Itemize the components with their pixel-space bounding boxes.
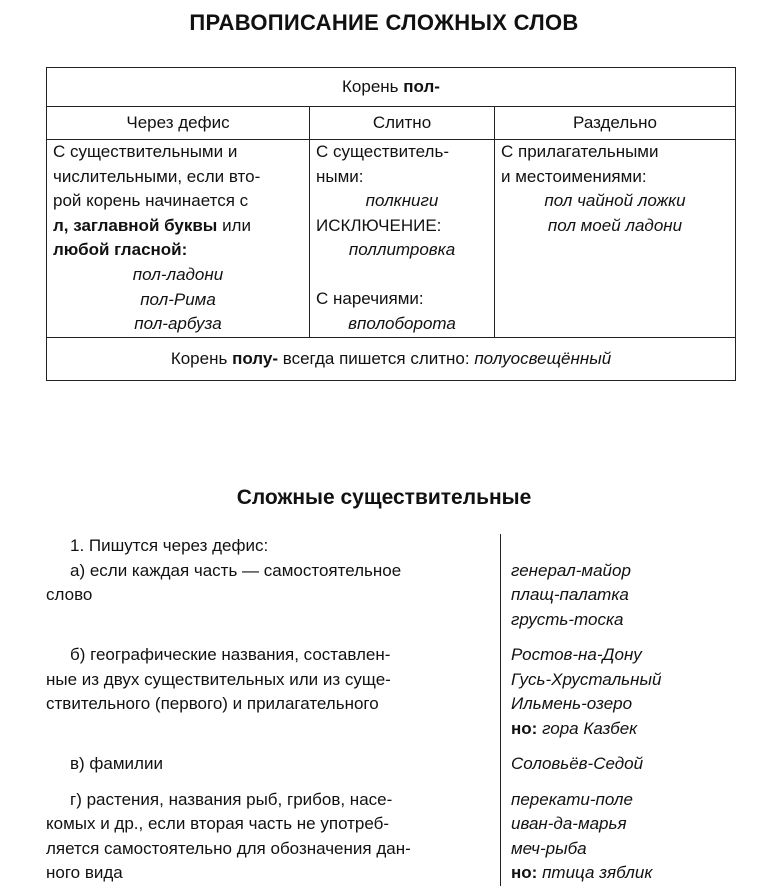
rule-line: г) растения, названия рыб, грибов, насе-: [70, 789, 393, 809]
column-header-separate: Раздельно: [495, 107, 736, 140]
rules-list: [46, 534, 736, 886]
example: птица зяблик: [542, 863, 653, 882]
note-label: но:: [511, 718, 538, 738]
note: [511, 717, 731, 742]
rule-intro: 1. Пишутся через дефис:: [70, 536, 269, 555]
rule-text: [46, 643, 500, 741]
cell-hyphen-rule: [53, 214, 303, 239]
cell-hyphen-line: рой корень начинается с: [53, 191, 249, 211]
example: Соловьёв-Седой: [511, 754, 644, 773]
cell-hyphen: [47, 140, 310, 338]
rule-row: [46, 752, 736, 777]
rule-bold: л, заглавной буквы: [53, 215, 218, 235]
table-header: [47, 68, 736, 107]
footer-example: полуосвещённый: [474, 348, 612, 368]
example: грусть-тоска: [511, 609, 624, 629]
example: Гусь-Хрустальный: [511, 669, 662, 689]
rule-row: [46, 559, 736, 633]
rule-line: в) фамилии: [70, 754, 163, 773]
example: пол моей ладони: [547, 215, 683, 235]
cell-hyphen-line: С существительными и: [53, 142, 238, 161]
exception-label: ИСКЛЮЧЕНИЕ:: [316, 215, 442, 235]
note-label: но:: [511, 863, 538, 882]
footer-text: всегда пишется слитно:: [282, 348, 470, 368]
column-header-together: Слитно: [310, 107, 495, 140]
rule-line: ствительного (первого) и прилагательного: [46, 694, 379, 713]
header-prefix: Корень: [342, 77, 399, 96]
rule-row: [46, 643, 736, 741]
cell-together-line: ными:: [316, 166, 364, 186]
header-root: пол-: [403, 77, 440, 96]
section-subtitle: Сложные существительные: [236, 486, 532, 509]
rule-line: а) если каждая часть — самостоятельное: [70, 560, 402, 580]
cell-together: [310, 140, 495, 338]
rule-line: б) географические названия, составлен-: [70, 645, 391, 664]
example: генерал-майор: [511, 560, 631, 580]
example: полкниги: [365, 191, 439, 211]
example: пол чайной ложки: [544, 191, 686, 211]
rule-examples: [500, 788, 731, 886]
rule-row: [46, 788, 736, 886]
column-header-hyphen: Через дефис: [47, 107, 310, 140]
example: Ростов-на-Дону: [511, 645, 642, 664]
rule-bold: любой гласной:: [53, 240, 188, 260]
cell-separate-line: и местоимениями:: [501, 166, 647, 186]
page-title: ПРАВОПИСАНИЕ СЛОЖНЫХ СЛОВ: [189, 10, 579, 35]
example: пол-арбуза: [134, 314, 222, 334]
example: поллитровка: [348, 240, 456, 260]
cell-separate-line: С прилагательными: [501, 142, 659, 161]
rule-line: слово: [46, 585, 93, 604]
rule-intro-row: [46, 534, 736, 559]
table-footer: [47, 337, 736, 380]
rule-line: ные из двух существительных или из суще-: [46, 669, 391, 689]
cell-hyphen-line: числительными, если вто-: [53, 166, 261, 186]
rule-examples: [500, 559, 731, 633]
cell-together-line: С наречиями:: [316, 288, 424, 308]
example: пол-ладони: [132, 264, 224, 284]
example: Ильмень-озеро: [511, 694, 633, 713]
rule-line: ляется самостоятельно для обозначения дан-: [46, 838, 411, 858]
example: иван-да-марья: [511, 814, 627, 833]
examples-column: [500, 534, 731, 559]
example: пол-Рима: [140, 289, 216, 309]
example: вполоборота: [348, 313, 456, 333]
rule-text: или: [222, 215, 251, 235]
example: меч-рыба: [511, 838, 587, 858]
rule-line: комых и др., если вторая часть не употреб-: [46, 814, 390, 833]
rule-text: [46, 752, 500, 777]
rule-line: ного вида: [46, 863, 123, 882]
rule-examples: [500, 643, 731, 741]
example: плащ-палатка: [511, 585, 629, 604]
footer-prefix: Корень: [170, 348, 228, 368]
footer-root: полу-: [232, 348, 278, 368]
cell-together-line: С существитель-: [316, 142, 449, 161]
rule-examples: [500, 752, 731, 777]
example: гора Казбек: [542, 718, 638, 738]
pol-root-table: [46, 67, 736, 381]
note: [511, 861, 731, 886]
rule-text: [46, 559, 500, 633]
example: перекати-поле: [511, 789, 633, 809]
rule-text: [46, 788, 500, 886]
cell-separate: [495, 140, 736, 338]
